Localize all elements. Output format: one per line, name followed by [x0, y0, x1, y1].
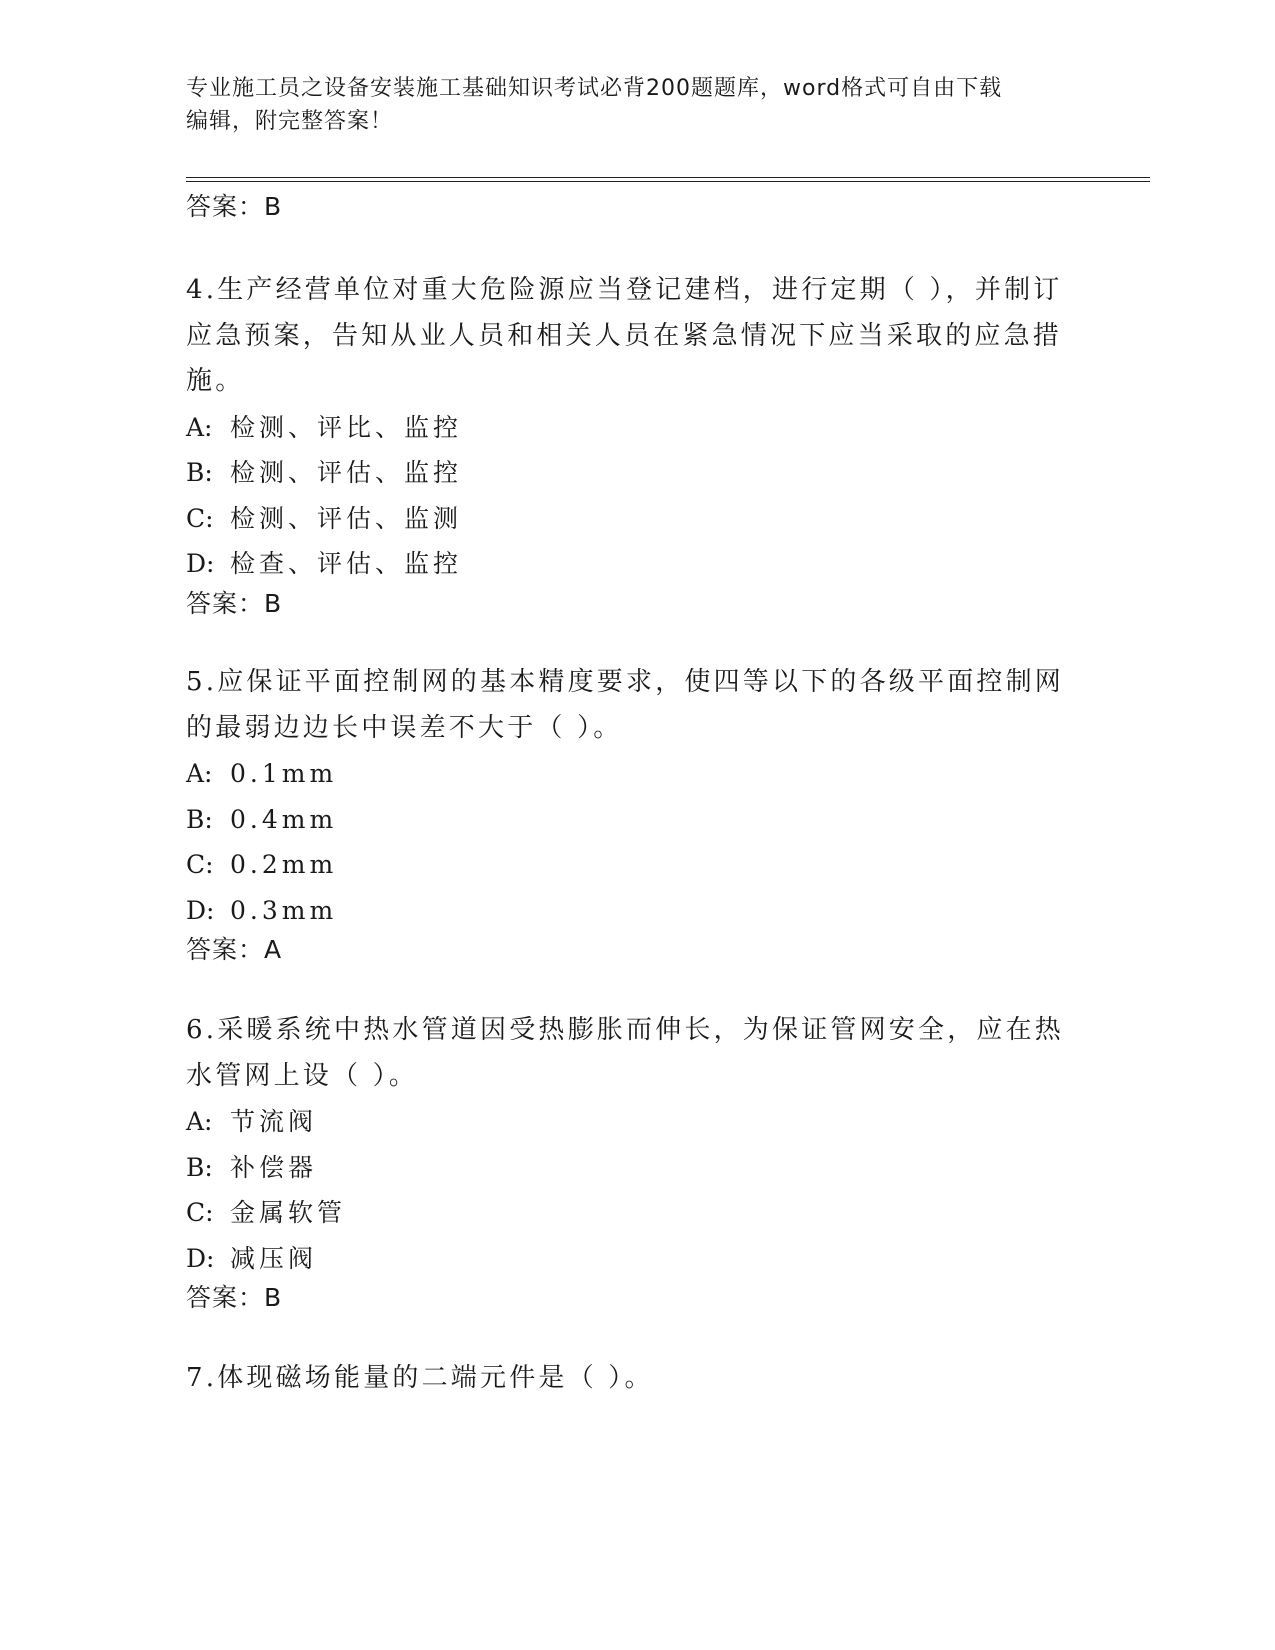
option-letter: C:: [186, 503, 214, 533]
option-letter: A:: [186, 759, 213, 788]
option-text: 节流阀: [230, 1107, 318, 1136]
question-6: [186, 1008, 1086, 1315]
option-c: [186, 1190, 1086, 1236]
option-c: [186, 496, 1086, 542]
document-header: [186, 72, 1086, 138]
option-text: 0.1mm: [230, 759, 338, 788]
option-letter: B:: [186, 1152, 213, 1182]
option-text: 0.2mm: [230, 850, 338, 879]
question-text: 5.应保证平面控制网的基本精度要求，使四等以下的各级平面控制网的最弱边边长中误差不大于（ ）。: [186, 667, 1065, 743]
option-b: [186, 797, 1086, 843]
option-text: 检测、评比、监控: [230, 412, 463, 442]
option-letter: A:: [186, 412, 213, 442]
option-text: 检测、评估、监控: [230, 458, 463, 487]
option-a: [186, 751, 1086, 797]
option-c: [186, 842, 1086, 888]
option-text: 减压阀: [230, 1243, 318, 1273]
option-text: 检测、评估、监测: [230, 503, 463, 533]
answer-label: 答案：B: [186, 1283, 283, 1312]
question-text: 6.采暖系统中热水管道因受热膨胀而伸长，为保证管网安全，应在热水管网上设（ ）。: [186, 1015, 1065, 1091]
option-d: [186, 888, 1086, 934]
option-letter: D:: [186, 895, 215, 925]
option-b: [186, 450, 1086, 496]
header-line-1: 专业施工员之设备安装施工基础知识考试必背200题题库，word格式可自由下载: [186, 76, 1003, 101]
option-letter: D:: [186, 1243, 215, 1273]
header-line-2: 编辑，附完整答案！: [186, 109, 394, 134]
answer-label: 答案：B: [186, 588, 283, 618]
answer-label: 答案：B: [186, 192, 283, 221]
question-text: 7.体现磁场能量的二端元件是（ ）。: [186, 1363, 654, 1393]
option-d: [186, 1236, 1086, 1282]
option-text: 检查、评估、监控: [230, 549, 463, 578]
option-text: 0.3mm: [230, 895, 338, 925]
option-text: 0.4mm: [230, 804, 338, 834]
question-4: [186, 268, 1086, 621]
question-7: [186, 1356, 1086, 1402]
option-d: [186, 541, 1086, 587]
option-a: [186, 405, 1086, 451]
option-a: [186, 1099, 1086, 1145]
option-text: 金属软管: [230, 1198, 347, 1227]
option-letter: A:: [186, 1107, 213, 1136]
previous-answer: [186, 190, 1086, 224]
question-text: 4.生产经营单位对重大危险源应当登记建档，进行定期（ ），并制订应急预案，告知从业人员和相关人员在紧急情况下应当采取的应急措施。: [186, 275, 1063, 396]
answer-label: 答案：A: [186, 935, 283, 964]
question-5: [186, 660, 1086, 967]
option-letter: B:: [186, 458, 213, 487]
header-divider-top: [186, 177, 1150, 178]
option-letter: B:: [186, 804, 213, 834]
option-b: [186, 1145, 1086, 1191]
option-text: 补偿器: [230, 1152, 318, 1182]
header-divider-bottom: [186, 181, 1150, 182]
option-letter: C:: [186, 1198, 214, 1227]
option-letter: C:: [186, 850, 214, 879]
option-letter: D:: [186, 549, 215, 578]
